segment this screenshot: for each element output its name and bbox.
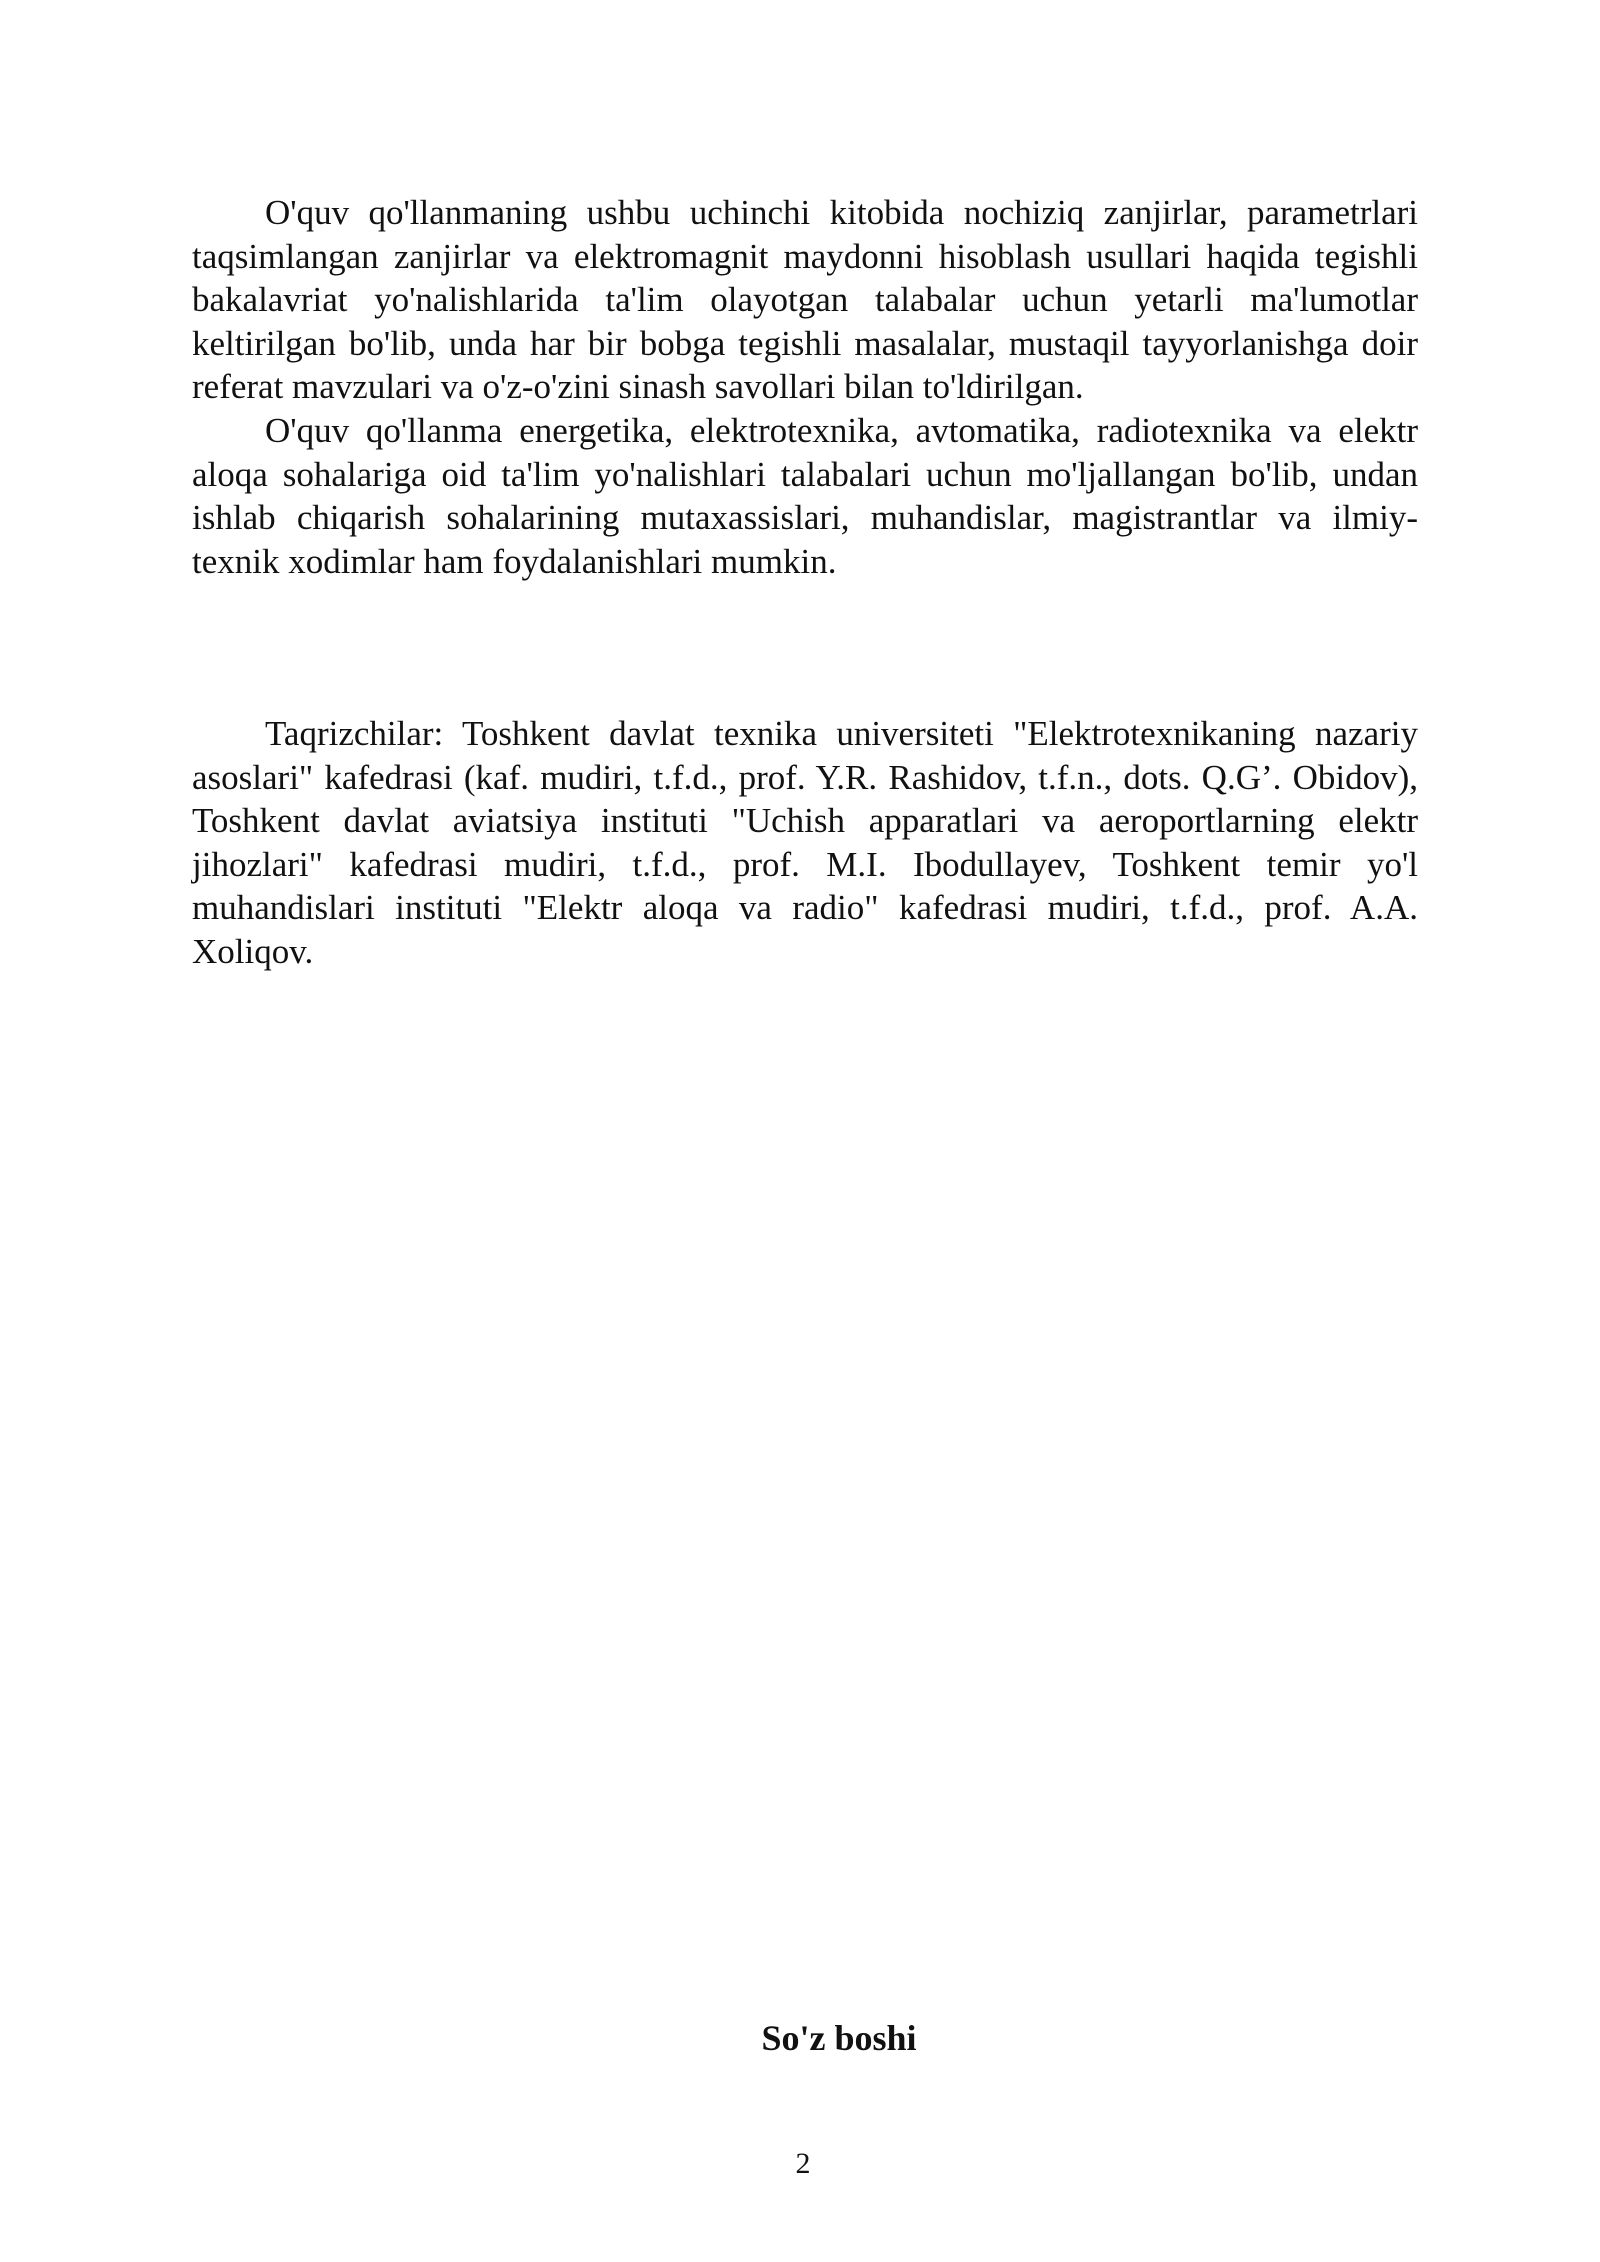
reviewers-paragraph: Taqrizchilar: Toshkent davlat texnika universiteti "Elektrotexnikaning nazariy asoslari" kafedrasi (kaf. mudiri, t.f.d., prof. Y.R. Rashidov, t.f.n., dots. Q.G’. Obidov), Toshkent davlat aviatsiya instituti "Uchish apparatlari va aeroportlarning elektr jihozlari" kafedrasi mudiri, t.f.d., prof. M.I. Ibodullayev, Toshkent temir yo'l muhandislari instituti "Elektr aloqa va radio" kafedrasi mudiri, t.f.d., prof. A.A. Xoliqov. (192, 714, 1418, 971)
page-number: 2 (795, 2147, 811, 2180)
intro-text-block (192, 191, 1418, 583)
reviewers-text-block (192, 712, 1418, 974)
intro-paragraph-1: O'quv qo'llanmaning ushbu uchinchi kitobida nochiziq zanjirlar, parametrlari taqsimlangan zanjirlar va elektromagnit maydonni hisoblash usullari haqida tegishli bakalavriat yo'nalishlarida ta'lim olayotgan talabalar uchun yetarli ma'lumotlar keltirilgan bo'lib, unda har bir bobga tegishli masalalar, mustaqil tayyorlanishga doir referat mavzulari va o'z-o'zini sinash savollari bilan to'ldirilgan. (192, 193, 1418, 407)
section-heading: So'z boshi (761, 2018, 917, 2058)
intro-paragraph-2: O'quv qo'llanma energetika, elektrotexnika, avtomatika, radiotexnika va elektr aloqa sohalariga oid ta'lim yo'nalishlari talabalari uchun mo'ljallangan bo'lib, undan ishlab chiqarish sohalarining mutaxassislari, muhandislar, magistrantlar va ilmiy-texnik xodimlar ham foydalanishlari mumkin. (192, 410, 1418, 581)
